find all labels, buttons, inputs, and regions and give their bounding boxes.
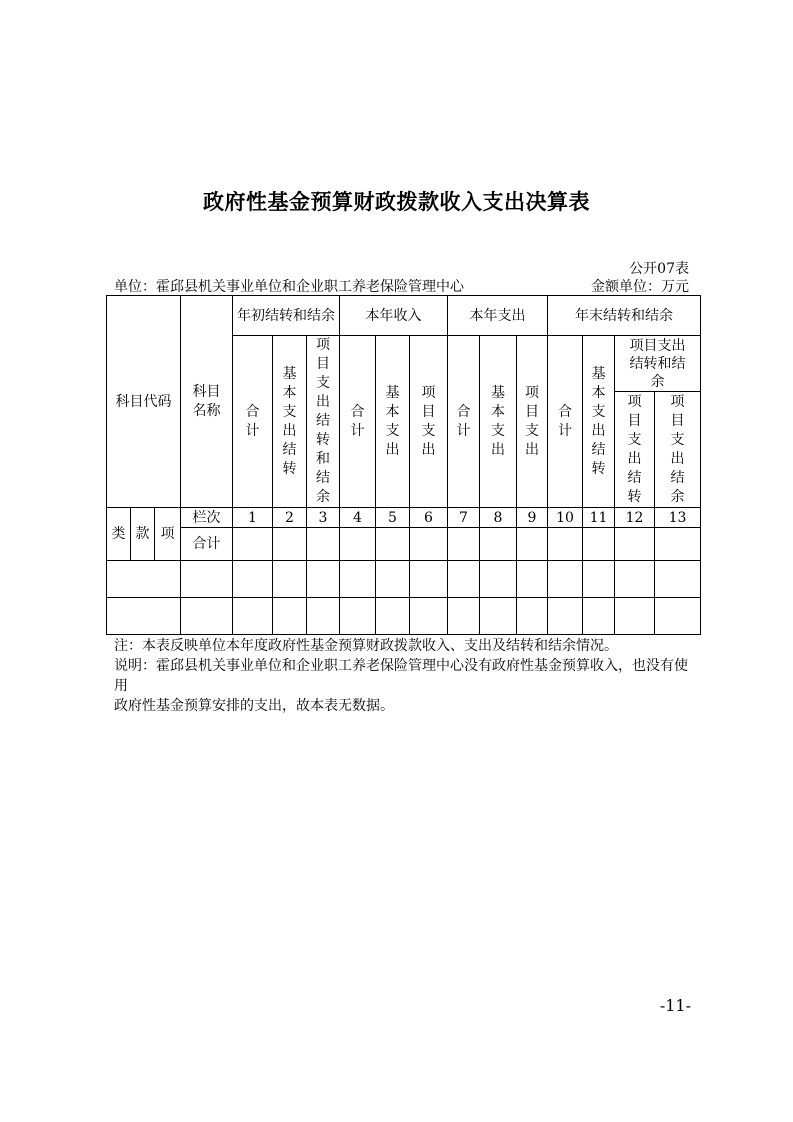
note-text: 注：本表反映单位本年度政府性基金预算财政拨款收入、支出及结转和结余情况。 xyxy=(114,638,618,654)
empty-cell xyxy=(517,528,548,561)
header-end-project-balance: 项目支出结余 xyxy=(655,392,701,508)
header-begin-basic-carry: 基本支出结转 xyxy=(273,336,307,508)
money-unit-label: 金额单位：万元 xyxy=(591,279,689,295)
unit-label: 单位：霍邱县机关事业单位和企业职工养老保险管理中心 xyxy=(114,279,464,295)
form-number: 公开07表 xyxy=(629,261,689,277)
header-end-project-carry-balance: 项目支出结转和结余 xyxy=(615,336,701,392)
empty-cell xyxy=(548,528,583,561)
header-lei: 类 xyxy=(107,508,131,561)
column-number: 12 xyxy=(615,508,655,528)
header-begin-project-carry-balance: 项目支出结转和结余 xyxy=(307,336,340,508)
column-number: 3 xyxy=(307,508,340,528)
header-year-income: 本年收入 xyxy=(340,296,448,336)
header-expense-basic: 基本支出 xyxy=(480,336,517,508)
empty-cell xyxy=(410,528,448,561)
header-expense-project: 项目支出 xyxy=(517,336,548,508)
column-number: 10 xyxy=(548,508,583,528)
header-end-basic-carry: 基本支出结转 xyxy=(583,336,615,508)
header-income-total: 合计 xyxy=(340,336,376,508)
table-row xyxy=(107,561,701,598)
header-income-basic: 基本支出 xyxy=(376,336,410,508)
header-end-project-carry: 项目支出结转 xyxy=(615,392,655,508)
notes xyxy=(114,636,694,716)
header-begin-total: 合计 xyxy=(233,336,273,508)
table-row xyxy=(107,598,701,635)
empty-cell xyxy=(307,528,340,561)
column-number: 2 xyxy=(273,508,307,528)
header-subject-name: 科目名称 xyxy=(181,296,233,508)
column-number: 13 xyxy=(655,508,701,528)
empty-cell xyxy=(376,528,410,561)
empty-cell xyxy=(273,528,307,561)
explanation-line-1: 说明：霍邱县机关事业单位和企业职工养老保险管理中心没有政府性基金预算收入，也没有使用 xyxy=(114,658,688,694)
column-number-label: 栏次 xyxy=(181,508,233,528)
column-number: 9 xyxy=(517,508,548,528)
sum-row-label: 合计 xyxy=(181,528,233,561)
empty-cell xyxy=(340,528,376,561)
empty-cell xyxy=(583,528,615,561)
page-title: 政府性基金预算财政拨款收入支出决算表 xyxy=(203,190,590,214)
header-kuan: 款 xyxy=(131,508,155,561)
header-subject-code: 科目代码 xyxy=(107,296,181,508)
empty-cell xyxy=(480,528,517,561)
column-number: 6 xyxy=(410,508,448,528)
settlement-table xyxy=(106,295,701,635)
column-number: 1 xyxy=(233,508,273,528)
header-expense-total: 合计 xyxy=(448,336,480,508)
column-number: 8 xyxy=(480,508,517,528)
column-number: 11 xyxy=(583,508,615,528)
page-number: -11- xyxy=(659,996,691,1015)
header-end-total: 合计 xyxy=(548,336,583,508)
column-number: 5 xyxy=(376,508,410,528)
empty-cell xyxy=(655,528,701,561)
explanation-line-2: 政府性基金预算安排的支出，故本表无数据。 xyxy=(114,698,394,714)
empty-cell xyxy=(448,528,480,561)
column-number: 7 xyxy=(448,508,480,528)
column-number: 4 xyxy=(340,508,376,528)
header-income-project: 项目支出 xyxy=(410,336,448,508)
empty-cell xyxy=(615,528,655,561)
header-year-expense: 本年支出 xyxy=(448,296,548,336)
empty-cell xyxy=(233,528,273,561)
header-xiang: 项 xyxy=(155,508,181,561)
header-begin-balance: 年初结转和结余 xyxy=(233,296,340,336)
header-end-balance: 年末结转和结余 xyxy=(548,296,701,336)
